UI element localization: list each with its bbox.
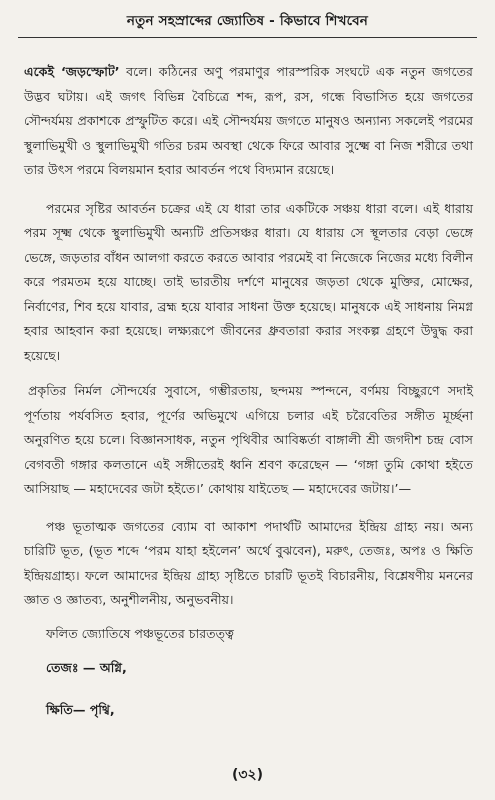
paragraph-1-text: বলে। কঠিনের অণু পরমাণুর পারস্পরিক সংঘটে এক নতুন জগতের উদ্ভব ঘটায়। এই জগৎ বিভিন্ন বৈচিত্রে শব্দ, রূপ, রস, গন্ধে বিভাসিত হয়ে জগতের সৌন্দর্যময় প্রকাশকে প্রস্ফুটিত করে। এই সৌন্দর্যময় জগতে মানুষও অন্যান্য সকলেই পরমের স্থুলাভিমুখী ও স্থুলাভিমুখী গতির চরম অবস্থা থেকে ফিরে আবার সুক্ষ্মে বা নিজ শরীরে তথা তার উৎস পরমে বিলয়মান হবার আবর্তন পথে বিদ্যমান রয়েছে। — [24, 64, 473, 177]
paragraph-1 — [24, 60, 473, 183]
page-number: (৩২) — [231, 767, 263, 783]
paragraph-1-lead: একেই ‘জড়স্ফোট’ — [24, 64, 120, 79]
list-title: ফলিত জ্যোতিষে পঞ্চভূতের চারতত্ত্ব — [46, 625, 234, 641]
list-item-tejas: তেজঃ — অগ্নি, — [46, 659, 127, 675]
paragraph-4: পঞ্চ ভূতাত্মক জগতের ব্যোম বা আকাশ পদার্থটি আমাদের ইন্দ্রিয় গ্রাহ্য নয়। অন্য চারিটি ভূত, (ভূত শব্দে ‘পরম যাহা হইলেন’ অর্থে বুঝবেন), মরুৎ, তেজঃ, অপঃ ও ক্ষিতি ইন্দ্রিয়গ্রাহ্য। ফলে আমাদের ইন্দ্রিয় গ্রাহ্য সৃষ্টিতে চারটি ভূতই বিচারনীয়, বিশ্লেষণীয় মননের জ্ঞাত ও জ্ঞাতব্য, অনুশীলনীয়, অনুভবনীয়। — [24, 518, 473, 607]
paragraph-2: পরমের সৃষ্টির আবর্তন চক্রের এই যে ধারা তার একটিকে সঞ্চয় ধারা বলে। এই ধারায় পরম সূক্ষ্ম থেকে স্থুলাভিমুখী অন্যটি প্রতিসঞ্চর ধারা। যে ধারায় সে স্থূলতার বেড়া ভেঙ্গে ভেঙ্গে, জড়তার বাঁধন আলগা করতে করতে আবার পরমেই বা নিজেকে নিজের মধ্যে বিলীন করে পরমতম হয়ে যাচ্ছে। তাই ভারতীয় দর্শণে মানুষের জড়তা থেকে মুক্তির, মোক্ষের, নির্বাণের, শিব হয়ে যাবার, ব্রহ্ম হয়ে যাবার সাধনা উক্ত হয়েছে। মানুষকে এই সাধনায় নিমগ্ন হবার আহবান করা হয়েছে। লক্ষ্যরূপে জীবনের ধ্রুবতারা করার সংকল্প গ্রহণে উদ্বুদ্ধ করা হয়েছে। — [24, 200, 473, 363]
list-item-kshiti: ক্ষিতি— পৃথ্বি, — [46, 701, 115, 717]
paragraph-3: প্রকৃতির নির্মল সৌন্দর্যের সুবাসে, গম্ভীরতায়, ছন্দময় স্পন্দনে, বর্ণময় বিচ্ছুরণে সদাই পূর্ণতায় পর্যবসিত হবার, পূর্ণের অভিমুখে এগিয়ে চলার এই চরৈবেতির সঙ্গীত মূর্চ্ছনা অনুরণিত হয়ে চলে। বিজ্ঞানসাধক, নতুন পৃথিবীর আবিষ্কর্তা বাঙ্গালী শ্রী জগদীশ চন্দ্র বোস বেগবতী গঙ্গার কলতানে এই সঙ্গীতেরই ধ্বনি শ্রবণ করেছেন — ‘গঙ্গা তুমি কোথা হইতে আসিয়াছ — মহাদেবের জটা হইতে।’ কোথায় যাইতেছ — মহাদেবের জটায়।’— — [24, 383, 473, 496]
running-header: নতুন সহস্রাব্দের জ্যোতিষ - কিভাবে শিখবেন — [18, 10, 477, 38]
